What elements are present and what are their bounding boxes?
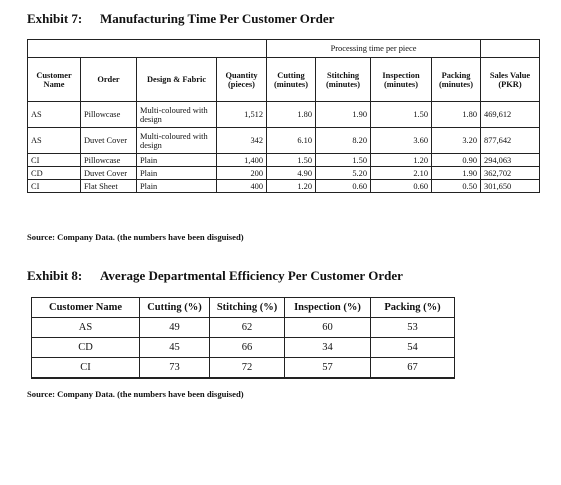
table-cell: 66 — [210, 338, 285, 358]
table-cell: 2.10 — [371, 167, 432, 180]
table-cell: 469,612 — [481, 102, 540, 128]
table-cell: 57 — [285, 358, 371, 379]
column-header: Packing (minutes) — [432, 58, 481, 102]
table-cell: 1.50 — [267, 154, 316, 167]
table-cell: 877,642 — [481, 128, 540, 154]
table-cell: 294,063 — [481, 154, 540, 167]
table-row — [28, 102, 540, 128]
column-header: Cutting (minutes) — [267, 58, 316, 102]
table-header-spacer — [481, 40, 540, 58]
column-header: Stitching (%) — [210, 298, 285, 318]
processing-time-group-header: Processing time per piece — [267, 40, 481, 58]
exhibit8-title — [27, 268, 403, 284]
table-cell: 8.20 — [316, 128, 371, 154]
table-cell: AS — [28, 102, 81, 128]
table-cell: 1.50 — [371, 102, 432, 128]
table-cell: 4.90 — [267, 167, 316, 180]
table-cell: 0.90 — [432, 154, 481, 167]
table-cell: Plain — [137, 180, 217, 193]
table-cell: 62 — [210, 318, 285, 338]
table-row — [32, 358, 455, 379]
table-cell: 200 — [217, 167, 267, 180]
exhibit7-title — [27, 11, 334, 27]
table-cell: 5.20 — [316, 167, 371, 180]
table-row — [28, 154, 540, 167]
table-cell: Multi-coloured with design — [137, 102, 217, 128]
table-cell: 1.80 — [432, 102, 481, 128]
departmental-efficiency-table — [31, 297, 455, 379]
table-cell: Plain — [137, 167, 217, 180]
table-cell: 3.20 — [432, 128, 481, 154]
table-cell: 0.60 — [371, 180, 432, 193]
column-header: Sales Value (PKR) — [481, 58, 540, 102]
column-header: Customer Name — [28, 58, 81, 102]
table-cell: 362,702 — [481, 167, 540, 180]
table-cell: CI — [32, 358, 140, 379]
column-header: Inspection (%) — [285, 298, 371, 318]
table-cell: 400 — [217, 180, 267, 193]
table-cell: 72 — [210, 358, 285, 379]
table-cell: 54 — [371, 338, 455, 358]
table-row — [28, 128, 540, 154]
table-cell: Flat Sheet — [81, 180, 137, 193]
table-cell: 1.90 — [316, 102, 371, 128]
table-cell: 6.10 — [267, 128, 316, 154]
exhibit7-label: Exhibit 7: — [27, 11, 83, 26]
column-header: Stitching (minutes) — [316, 58, 371, 102]
table-cell: 0.50 — [432, 180, 481, 193]
table-header-spacer — [28, 40, 267, 58]
column-header: Order — [81, 58, 137, 102]
table-cell: 45 — [140, 338, 210, 358]
table-row — [28, 167, 540, 180]
table-cell: 53 — [371, 318, 455, 338]
table-cell: 1.80 — [267, 102, 316, 128]
table-cell: Pillowcase — [81, 154, 137, 167]
table-cell: CI — [28, 154, 81, 167]
table-cell: 67 — [371, 358, 455, 379]
table-cell: 1,400 — [217, 154, 267, 167]
column-header: Quantity (pieces) — [217, 58, 267, 102]
table-cell: 1.50 — [316, 154, 371, 167]
table-cell: CD — [32, 338, 140, 358]
table-cell: Multi-coloured with design — [137, 128, 217, 154]
exhibit7-heading: Manufacturing Time Per Customer Order — [100, 11, 335, 26]
column-header: Design & Fabric — [137, 58, 217, 102]
manufacturing-time-table — [27, 39, 540, 193]
table-cell: CD — [28, 167, 81, 180]
table-cell: Duvet Cover — [81, 128, 137, 154]
table-cell: 49 — [140, 318, 210, 338]
table-cell: 1.20 — [267, 180, 316, 193]
table-cell: 3.60 — [371, 128, 432, 154]
table-cell: 1.90 — [432, 167, 481, 180]
table-cell: Duvet Cover — [81, 167, 137, 180]
column-header: Cutting (%) — [140, 298, 210, 318]
column-header: Packing (%) — [371, 298, 455, 318]
table-cell: 342 — [217, 128, 267, 154]
exhibit8-source: Source: Company Data. (the numbers have been disguised) — [27, 389, 244, 399]
table-cell: AS — [28, 128, 81, 154]
table-cell: 0.60 — [316, 180, 371, 193]
exhibit8-heading: Average Departmental Efficiency Per Customer Order — [100, 268, 403, 283]
column-header: Inspection (minutes) — [371, 58, 432, 102]
table-cell: 1,512 — [217, 102, 267, 128]
exhibit7-source: Source: Company Data. (the numbers have been disguised) — [27, 232, 244, 242]
table-row — [28, 180, 540, 193]
table-cell: Pillowcase — [81, 102, 137, 128]
table-cell: 1.20 — [371, 154, 432, 167]
table-cell: 301,650 — [481, 180, 540, 193]
exhibit8-label: Exhibit 8: — [27, 268, 83, 283]
table-cell: 73 — [140, 358, 210, 379]
table-cell: Plain — [137, 154, 217, 167]
table-cell: 34 — [285, 338, 371, 358]
table-cell: CI — [28, 180, 81, 193]
column-header: Customer Name — [32, 298, 140, 318]
table-row — [32, 338, 455, 358]
table-cell: AS — [32, 318, 140, 338]
table-cell: 60 — [285, 318, 371, 338]
table-row — [32, 318, 455, 338]
